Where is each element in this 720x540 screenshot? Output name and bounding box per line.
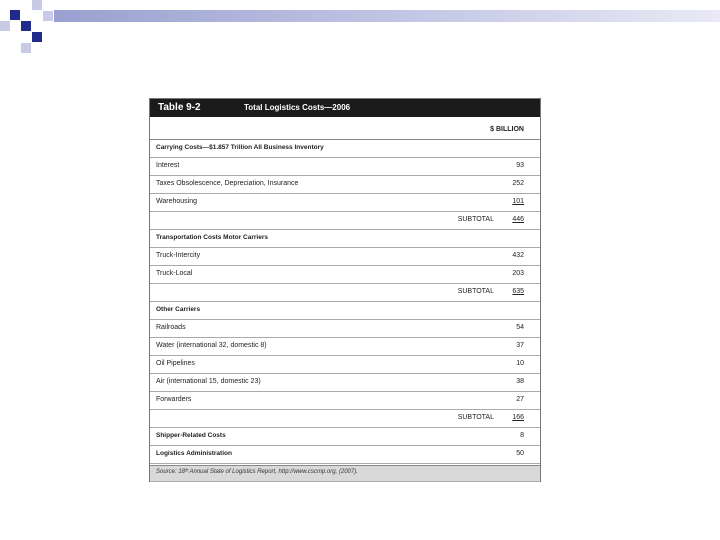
table-label: Table 9-2 — [158, 102, 201, 113]
source-text: Source: 18ᵗʰ Annual State of Logistics Report, http://www.cscmp.org, (2007). — [156, 469, 358, 475]
decor-square — [0, 21, 10, 31]
source-note — [150, 465, 540, 481]
row-label: Truck-Intercity — [156, 252, 201, 259]
table-row — [150, 428, 540, 446]
row-label: Water (international 32, domestic 8) — [156, 342, 267, 349]
row-value: 38 — [516, 378, 524, 385]
row-value: 10 — [516, 360, 524, 367]
table-row — [150, 374, 540, 392]
row-label: Shipper-Related Costs — [156, 432, 226, 439]
table-header — [150, 99, 540, 117]
row-label: Truck-Local — [156, 270, 193, 277]
row-value: 166 — [512, 414, 524, 421]
table-row — [150, 392, 540, 410]
row-value: 446 — [512, 216, 524, 223]
table-row — [150, 356, 540, 374]
row-value: 93 — [516, 162, 524, 169]
row-label: SUBTOTAL — [457, 288, 494, 295]
table-row — [150, 248, 540, 266]
decor-square — [21, 21, 31, 31]
decor-square — [10, 10, 20, 20]
row-value: 27 — [516, 396, 524, 403]
row-label: Forwarders — [156, 396, 192, 403]
subtotal-row — [150, 212, 540, 230]
row-label: Transportation Costs Motor Carriers — [156, 234, 268, 241]
row-label: Logistics Administration — [156, 450, 232, 457]
row-label: Oil Pipelines — [156, 360, 195, 367]
decor-square — [32, 0, 42, 10]
row-value: 635 — [512, 288, 524, 295]
section-header-row — [150, 302, 540, 320]
table-row — [150, 266, 540, 284]
subtotal-row — [150, 284, 540, 302]
row-value: 50 — [516, 450, 524, 457]
table-row — [150, 338, 540, 356]
section-header-row — [150, 230, 540, 248]
decor-square — [32, 32, 42, 42]
row-value: 8 — [520, 432, 524, 439]
row-label: Railroads — [156, 324, 186, 331]
table-row — [150, 176, 540, 194]
row-label: SUBTOTAL — [457, 216, 494, 223]
subtotal-row — [150, 410, 540, 428]
decor-square — [43, 11, 53, 21]
unit-label: $ BILLION — [490, 126, 524, 133]
logistics-cost-table — [149, 98, 541, 482]
table-title: Total Logistics Costs—2006 — [244, 103, 351, 112]
row-value: 37 — [516, 342, 524, 349]
table-body — [150, 140, 540, 482]
row-value: 203 — [512, 270, 524, 277]
row-label: Warehousing — [156, 198, 197, 205]
row-label: SUBTOTAL — [457, 414, 494, 421]
table-row — [150, 158, 540, 176]
row-label: Carrying Costs—$1.857 Trillion All Business Inventory — [156, 144, 324, 151]
row-value: 432 — [512, 252, 524, 259]
decor-square — [21, 43, 31, 53]
table-row — [150, 320, 540, 338]
row-value: 252 — [512, 180, 524, 187]
unit-row — [150, 117, 540, 140]
table-row — [150, 446, 540, 464]
row-label: Interest — [156, 162, 180, 169]
row-value: 54 — [516, 324, 524, 331]
row-value: 101 — [512, 198, 524, 205]
header-gradient-band — [54, 10, 720, 22]
row-label: Air (international 15, domestic 23) — [156, 378, 261, 385]
row-label: Other Carriers — [156, 306, 201, 313]
slide-header-decoration — [0, 0, 720, 60]
table-row — [150, 194, 540, 212]
section-header-row — [150, 140, 540, 158]
row-label: Taxes Obsolescence, Depreciation, Insurance — [156, 180, 299, 187]
